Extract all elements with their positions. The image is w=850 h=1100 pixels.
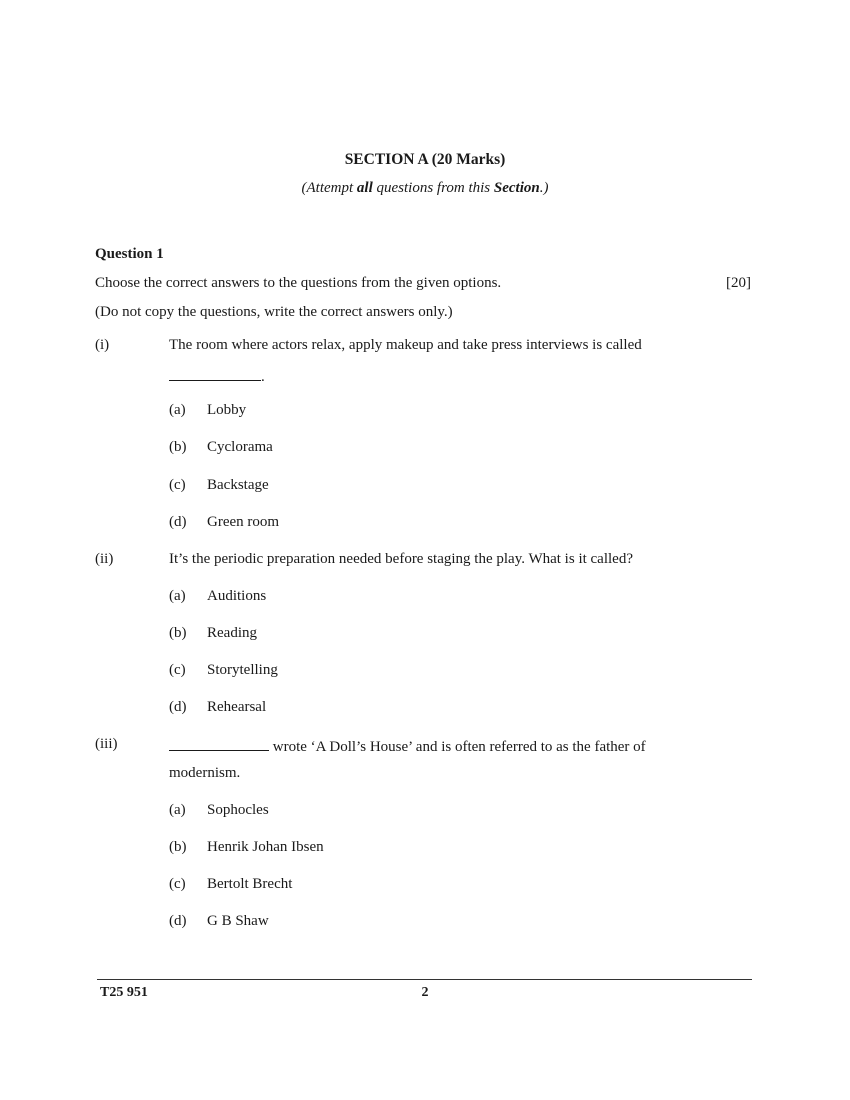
item-stem: It’s the periodic preparation needed before staging the play. What is it called? (169, 551, 633, 567)
sub-pre: (Attempt (301, 180, 357, 196)
page-number: 2 (421, 985, 429, 1000)
option-letter: (c) (169, 876, 186, 892)
option-text: Reading (207, 625, 257, 641)
stem-suffix: . (261, 369, 265, 385)
item-stem-line2 (169, 366, 265, 386)
item-number: (ii) (95, 551, 114, 567)
item-number: (iii) (95, 736, 118, 752)
option-text: Bertolt Brecht (207, 876, 293, 892)
footer-divider (97, 979, 752, 980)
option-text: Sophocles (207, 802, 269, 818)
option-text: Storytelling (207, 662, 278, 678)
item-stem (169, 736, 646, 756)
paper-code: T25 951 (100, 985, 148, 1000)
section-title: SECTION A (20 Marks) (344, 151, 506, 168)
option-text: Rehearsal (207, 699, 267, 715)
option-text: Green room (207, 514, 280, 530)
question-marks: [20] (726, 275, 751, 291)
sub-all: all (356, 180, 373, 196)
option-letter: (a) (169, 588, 186, 604)
option-text: Cyclorama (207, 439, 273, 455)
sub-section: Section (493, 180, 540, 196)
option-text: Backstage (207, 477, 269, 493)
item-number: (i) (95, 337, 110, 353)
item-stem-line2: modernism. (169, 765, 241, 781)
option-letter: (d) (169, 514, 187, 530)
option-letter: (c) (169, 662, 186, 678)
option-text: Lobby (207, 402, 247, 418)
option-text: Auditions (207, 588, 267, 604)
option-letter: (a) (169, 802, 186, 818)
option-letter: (a) (169, 402, 186, 418)
section-instruction (0, 180, 850, 197)
answer-blank (169, 366, 261, 381)
question-instruction: Choose the correct answers to the questions from the given options. (95, 275, 502, 291)
option-letter: (b) (169, 625, 187, 641)
option-letter: (b) (169, 839, 187, 855)
option-text: Henrik Johan Ibsen (207, 839, 324, 855)
item-stem: The room where actors relax, apply makeup and take press interviews is called (169, 337, 642, 353)
stem-suffix: wrote ‘A Doll’s House’ and is often referred to as the father of (269, 739, 646, 755)
question-note: (Do not copy the questions, write the correct answers only.) (95, 304, 453, 320)
option-letter: (d) (169, 913, 187, 929)
sub-mid: questions from this (372, 180, 494, 196)
option-letter: (d) (169, 699, 187, 715)
sub-end: .) (539, 180, 549, 196)
option-text: G B Shaw (207, 913, 269, 929)
answer-blank (169, 736, 269, 751)
option-letter: (b) (169, 439, 187, 455)
question-heading: Question 1 (95, 246, 164, 262)
option-letter: (c) (169, 477, 186, 493)
